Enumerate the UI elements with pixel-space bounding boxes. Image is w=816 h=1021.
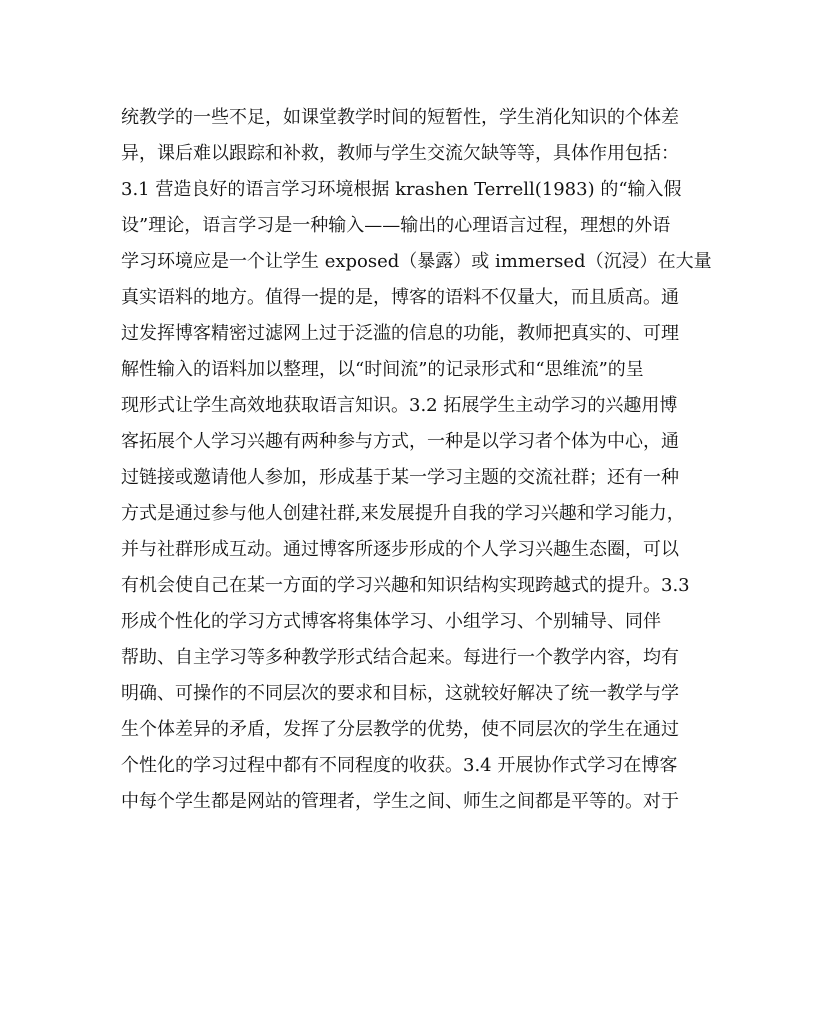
text-line: 并与社群形成互动。通过博客所逐步形成的个人学习兴趣生态圈，可以 — [121, 539, 679, 560]
text-line: 方式是通过参与他人创建社群,来发展提升自我的学习兴趣和学习能力， — [121, 503, 685, 524]
text-line: 学习环境应是一个让学生 exposed（暴露）或 immersed（沉浸）在大量 — [121, 251, 712, 272]
body-text — [121, 100, 712, 820]
text-line: 生个体差异的矛盾，发挥了分层教学的优势，使不同层次的学生在通过 — [121, 719, 679, 740]
text-line: 客拓展个人学习兴趣有两种参与方式，一种是以学习者个体为中心，通 — [121, 431, 679, 452]
text-line: 解性输入的语料加以整理，以“时间流”的记录形式和“思维流”的呈 — [121, 359, 644, 380]
text-line: 异，课后难以跟踪和补救，教师与学生交流欠缺等等，具体作用包括： — [121, 143, 679, 164]
text-line: 中每个学生都是网站的管理者，学生之间、师生之间都是平等的。对于 — [121, 791, 679, 812]
text-line: 设”理论，语言学习是一种输入——输出的心理语言过程，理想的外语 — [121, 215, 671, 236]
text-line: 有机会使自己在某一方面的学习兴趣和知识结构实现跨越式的提升。3.3 — [121, 575, 690, 596]
text-line: 统教学的一些不足，如课堂教学时间的短暂性，学生消化知识的个体差 — [121, 107, 679, 128]
text-line: 过链接或邀请他人参加，形成基于某一学习主题的交流社群；还有一种 — [121, 467, 679, 488]
text-line: 3.1 营造良好的语言学习环境根据 krashen Terrell(1983) 的“输入假 — [121, 179, 682, 200]
text-line: 明确、可操作的不同层次的要求和目标，这就较好解决了统一教学与学 — [121, 683, 679, 704]
text-line: 帮助、自主学习等多种教学形式结合起来。每进行一个教学内容，均有 — [121, 647, 679, 668]
text-line: 形成个性化的学习方式博客将集体学习、小组学习、个别辅导、同伴 — [121, 611, 661, 632]
text-line: 个性化的学习过程中都有不同程度的收获。3.4 开展协作式学习在博客 — [121, 755, 678, 776]
text-line: 现形式让学生高效地获取语言知识。3.2 拓展学生主动学习的兴趣用博 — [121, 395, 678, 416]
text-line: 过发挥博客精密过滤网上过于泛滥的信息的功能，教师把真实的、可理 — [121, 323, 679, 344]
text-line: 真实语料的地方。值得一提的是，博客的语料不仅量大，而且质高。通 — [121, 287, 679, 308]
